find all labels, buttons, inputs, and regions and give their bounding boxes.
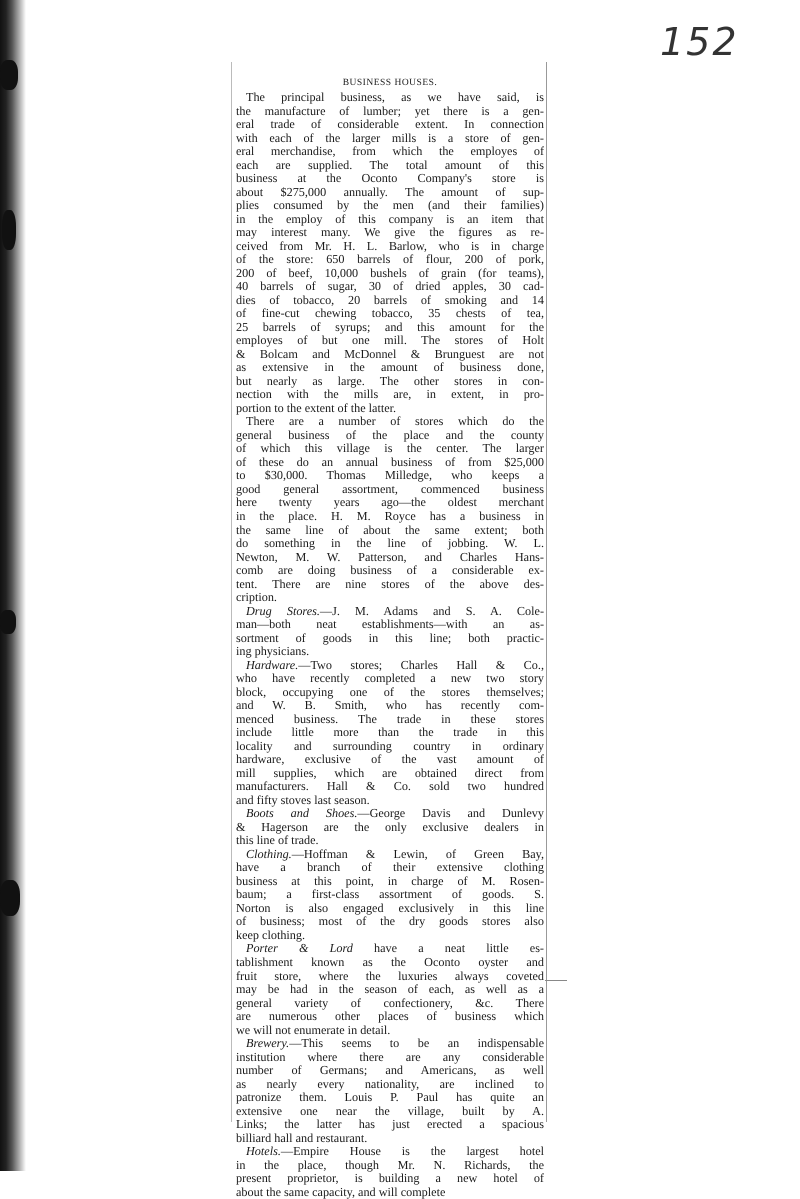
- article-line: in the place. H. M. Royce has a business in: [236, 509, 544, 523]
- article-line: but nearly as large. The other stores in con-: [236, 374, 544, 388]
- article-line: extensive one near the village, built by A.: [236, 1104, 544, 1118]
- section-lead: Drug Stores.: [246, 604, 320, 618]
- article-line: cription.: [236, 591, 277, 605]
- section-lead: Brewery.: [246, 1037, 290, 1051]
- article-line: with each of the larger mills is a store of gen-: [236, 131, 544, 145]
- article-line: ceived from Mr. H. L. Barlow, who is in charge: [236, 239, 544, 253]
- scan-edge-mark: [0, 610, 16, 634]
- article-line: include little more than the trade in this: [236, 726, 544, 740]
- article-line: man—both neat establishments—with an as-: [236, 618, 544, 632]
- article-line: fruit store, where the luxuries always coveted: [236, 969, 544, 983]
- article-line: manufacturers. Hall & Co. sold two hundred: [236, 780, 544, 794]
- article-line: as nearly every nationality, are inclined to: [236, 1077, 544, 1091]
- article-line: and fifty stoves last season.: [236, 793, 370, 807]
- article-paragraph: [236, 1145, 544, 1199]
- article-line: employes of but one mill. The stores of Holt: [236, 334, 544, 348]
- article-line-text: —Hoffman & Lewin, of Green Bay,: [291, 847, 544, 861]
- article-line-text: have a neat little es-: [352, 942, 544, 956]
- article-line: about the same capacity, and will complete: [236, 1185, 446, 1199]
- article-line: mill supplies, which are obtained direct from: [236, 766, 544, 780]
- scan-edge-mark: [0, 60, 18, 90]
- article-line: comb are doing business of a considerable ex-: [236, 564, 544, 578]
- article-line: billiard hall and restaurant.: [236, 1131, 368, 1145]
- article-line: general business of the place and the county: [236, 428, 544, 442]
- article-line: [236, 659, 544, 673]
- article-line: patronize them. Louis P. Paul has quite an: [236, 1091, 544, 1105]
- article-line: eral trade of considerable extent. In connection: [236, 118, 544, 132]
- article-line: have a branch of their extensive clothing: [236, 861, 544, 875]
- article-paragraph: [236, 91, 544, 415]
- article-line: tablishment known as the Oconto oyster and: [236, 956, 544, 969]
- article-paragraph: [236, 659, 544, 808]
- article-line: hardware, exclusive of the vast amount of: [236, 753, 544, 767]
- article-line: each are supplied. The total amount of this: [236, 158, 544, 172]
- article-line: business at this point, in charge of M. Rosen-: [236, 874, 544, 888]
- article-line: dies of tobacco, 20 barrels of smoking and 14: [236, 293, 544, 307]
- article-line: keep clothing.: [236, 928, 306, 942]
- article-line-text: —This seems to be an indispensable: [289, 1037, 544, 1051]
- article-line: [236, 807, 544, 821]
- article-line: business at the Oconto Company's store is: [236, 172, 544, 186]
- article-line: institution where there are any considerable: [236, 1050, 544, 1064]
- article-line: [236, 942, 544, 956]
- article-paragraph: [236, 848, 544, 943]
- article-line: Newton, M. W. Patterson, and Charles Hans-: [236, 550, 544, 564]
- article-line: locality and surrounding country in ordinary: [236, 739, 544, 753]
- article-line: & Bolcam and McDonnel & Brunguest are not: [236, 347, 544, 361]
- article-line: [236, 605, 544, 619]
- scan-edge-mark: [2, 210, 16, 250]
- article-line: 25 barrels of syrups; and this amount for the: [236, 320, 544, 334]
- article-line: menced business. The trade in these stores: [236, 712, 544, 726]
- article-line: of these do an annual business of from $25,000: [236, 455, 544, 469]
- article-line-text: —Two stores; Charles Hall & Co.,: [298, 658, 544, 672]
- article-line: [236, 1037, 544, 1051]
- article-line: the manufacture of lumber; yet there is a gen-: [236, 104, 544, 118]
- article-line: There are a number of stores which do the: [246, 415, 544, 429]
- article-line: in the employ of this company is an item that: [236, 212, 544, 226]
- article-headline: BUSINESS HOUSES.: [342, 78, 438, 88]
- scan-left-edge: [0, 0, 26, 1171]
- article-line: portion to the extent of the latter.: [236, 401, 397, 415]
- article-line: baum; a first-class assortment of goods. S.: [236, 888, 544, 902]
- article-line: 200 of beef, 10,000 bushels of grain (for teams),: [236, 266, 544, 280]
- article-line: general variety of confectionery, &c. There: [236, 996, 544, 1010]
- article-line: 40 barrels of sugar, 30 of dried apples, 30 cad-: [236, 280, 544, 294]
- article-line: about $275,000 annually. The amount of sup-: [236, 185, 544, 199]
- article-line: Norton is also engaged exclusively in this line: [236, 901, 544, 915]
- article-line: may interest many. We give the figures as re-: [236, 226, 544, 240]
- clipping-tick: [545, 980, 567, 981]
- article-line: as extensive in the amount of business done,: [236, 361, 544, 375]
- article-line: are numerous other places of business which: [236, 1010, 544, 1024]
- page-number: 152: [660, 20, 739, 64]
- article-line: [236, 1145, 544, 1159]
- article-line: who have recently completed a new two story: [236, 672, 544, 686]
- scan-edge-mark: [0, 880, 20, 916]
- article-line-text: —George Davis and Dunlevy: [357, 807, 544, 821]
- article-paragraph: [236, 807, 544, 848]
- section-lead: Porter & Lord: [246, 942, 353, 956]
- article-line: this line of trade.: [236, 834, 319, 848]
- article-paragraph: [236, 942, 544, 1037]
- article-line: block, occupying one of the stores themselves;: [236, 685, 544, 699]
- article-paragraph: [236, 1037, 544, 1145]
- article-line: the same line of about the same extent; both: [236, 523, 544, 537]
- article-line: & Hagerson are the only exclusive dealers in: [236, 820, 544, 834]
- article-line: we will not enumerate in detail.: [236, 1023, 391, 1037]
- section-lead: Hardware.: [246, 658, 299, 672]
- section-lead: Boots and Shoes.: [246, 807, 358, 821]
- article-line: Links; the latter has just erected a spacious: [236, 1118, 544, 1132]
- article-line: [236, 848, 544, 862]
- article-line: eral merchandise, from which the employes of: [236, 145, 544, 159]
- article-line: of fine-cut chewing tobacco, 35 chests of tea,: [236, 307, 544, 321]
- article-line: plies consumed by the men (and their families): [236, 199, 544, 213]
- article-line-text: —J. M. Adams and S. A. Cole-: [319, 604, 544, 618]
- article-line: of business; most of the dry goods stores also: [236, 915, 544, 929]
- article-line: number of Germans; and Americans, as well: [236, 1064, 544, 1078]
- article-line: ing physicians.: [236, 645, 310, 659]
- article-line: here twenty years ago—the oldest merchant: [236, 496, 544, 510]
- article-line: may be had in the season of each, as well as a: [236, 983, 544, 997]
- article-line: present proprietor, is building a new hotel of: [236, 1172, 544, 1186]
- article-line: do something in the line of jobbing. W. L.: [236, 537, 544, 551]
- article-line: good general assortment, commenced business: [236, 482, 544, 496]
- article-paragraph: [236, 415, 544, 604]
- newspaper-article: [236, 78, 544, 1199]
- article-paragraph: [236, 605, 544, 659]
- article-line: in the place, though Mr. N. Richards, the: [236, 1158, 544, 1172]
- article-body: [236, 91, 544, 1199]
- article-line: of the store: 650 barrels of flour, 200 of pork,: [236, 253, 544, 267]
- article-line: and W. B. Smith, who has recently com-: [236, 699, 544, 713]
- article-line: sortment of goods in this line; both practic-: [236, 631, 544, 645]
- section-lead: Clothing.: [246, 847, 292, 861]
- section-lead: Hotels.: [246, 1145, 281, 1159]
- article-line: to $30,000. Thomas Milledge, who keeps a: [236, 469, 544, 483]
- article-line: tent. There are nine stores of the above des-: [236, 577, 544, 591]
- article-line: The principal business, as we have said, is: [246, 91, 544, 104]
- article-line-text: —Empire House is the largest hotel: [280, 1145, 544, 1159]
- article-line: of which this village is the center. The larger: [236, 442, 544, 456]
- article-line: nection with the mills are, in extent, in pro-: [236, 388, 544, 402]
